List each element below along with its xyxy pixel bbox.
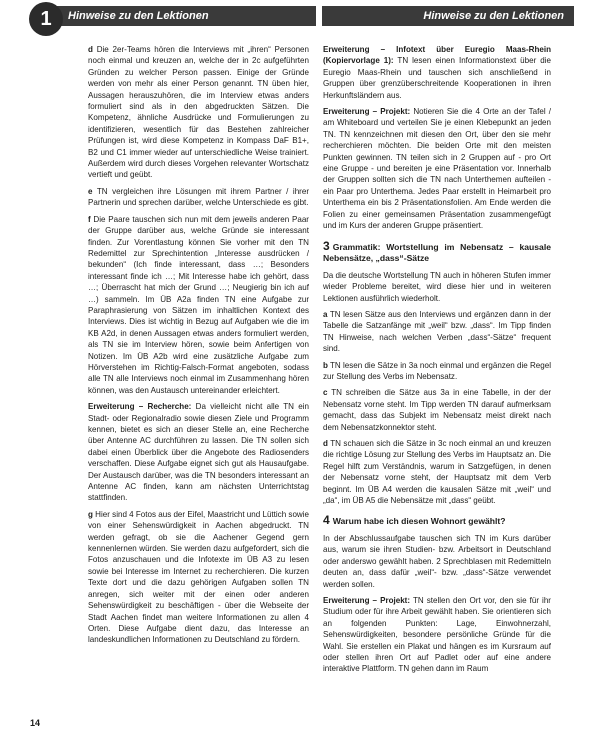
paragraph-text: Die 2er-Teams hören die Interviews mit „ihren“ Personen noch einmal und kreuzen an, welche der in 2c aufgeführten Gründen zu welcher Person passen. Einige der Gründe werden von mehr als einer Person genannt. TN üben hier, Aussagen herauszuhören, die im Interview etwas anders formuliert sind als in den abgedruckten Sätzen. Die Kompetenz, ähnliche Ausdrücke und Formulierungen zu identifizieren, wesentlich für das Bestehen zahlreicher Prüfungen ist, wird diese Kompetenz in Kompass DaF B1+, B2 und C1 immer wieder auf unterschiedliche Weise trainiert. Außerdem wird durch dieses Vorgehen relevanter Wortschatz vertieft und geübt. [88, 45, 309, 180]
paragraph-label: Erweiterung – Infotext über Euregio Maas-Rhein (Kopiervorlage 1): [323, 45, 551, 66]
paragraph-text: Die Paare tauschen sich nun mit dem jeweils anderen Paar der Gruppe darüber aus, welche Gründe sie interessant finden. Zur Vorentlastung können Sie vorher mit den TN Redemittel zur Sprechintention „Interesse ausdrücken / bekunden“ (Ich finde interessant, dass …; Besonders interessant finde ich …; Mit Interesse habe ich gehört, dass …; Überrascht hat mich der Grund …; Neugierig bin ich auf …) sammeln. Im ÜB A2a finden TN eine Aufgabe zur Paraphrasierung von Sätzen im inhaltlichen Kontext des Interviews. Dies ist wichtig in Bezug auf Aufgaben wie die im KB A2d, in denen Aussagen etwas anders formuliert werden, als TN sie im Interview hören, sowie beim Anfertigen von Notizen. Im ÜB A2b wird eine zusätzliche Aufgabe zum Hörverstehen im Richtig-Falsch-Format angeboten, sodass alle TN alle Interviews noch einmal im Zusammenhang hören können, was den Austausch untereinander erleichtert. [88, 214, 309, 395]
paragraph-3a [323, 309, 551, 355]
paragraph-label: b [323, 360, 328, 370]
paragraph-e [88, 186, 309, 209]
paragraph-label: d [88, 45, 93, 54]
paragraph-erweiterung-infotext [323, 44, 551, 101]
paragraph-erweiterung-projekt-1 [323, 106, 551, 231]
paragraph-3b [323, 360, 551, 383]
section-number: 3 [323, 238, 330, 253]
paragraph-label: g [88, 509, 93, 519]
section-title: Warum habe ich diesen Wohnort gewählt? [332, 516, 506, 527]
paragraph-f [88, 214, 309, 397]
paragraph-label: Erweiterung – Projekt: [323, 596, 411, 606]
paragraph-text: Notieren Sie die 4 Orte an der Tafel / am Whiteboard und verteilen Sie je einen Klebepunkt an jeden TN. TN kennzeichnen mit diesen den Ort, über den sie mehr recherchieren möchten. Die beiden Orte mit den meisten Punkten gewinnen. TN teilen sich in 2 Gruppen auf - pro Ort eine Gruppe - und bereiten je eine Präsentation vor. Innerhalb der Gruppen sollten sich die TN nach Unterthemen aufteilen - ein Paar pro Unterthema. Jedes Paar erstellt in Heimarbeit pro Unterthema ein bis 2 Präsentationsfolien. Am Ende werden die Folien zu einer gemeinsamen Präsentation zusammengefügt und im Kurs der anderen Gruppe präsentiert. [323, 107, 551, 231]
left-column [88, 44, 309, 734]
paragraph-label: Erweiterung – Projekt: [323, 107, 411, 117]
paragraph-text: TN lesen die Sätze in 3a noch einmal und ergänzen die Regel zur Stellung des Verbs im Nebensatz. [323, 360, 551, 381]
paragraph-label: c [323, 388, 328, 398]
section-4-intro: In der Abschlussaufgabe tauschen sich TN im Kurs darüber aus, warum sie ihren Studien- bzw. Arbeitsort in Deutschland oder anderswo gewählt haben. 2 Sprechblasen mit Redemitteln deuten an, dass dafür „weil“- bzw. „dass“-Sätze verwendet werden sollen. [323, 534, 551, 589]
paragraph-text: TN vergleichen ihre Lösungen mit ihrem Partner / ihrer Partnerin und sprechen darüber, welche Unterschiede es gibt. [88, 186, 309, 208]
paragraph-label: a [323, 309, 328, 319]
paragraph-text: Hier sind 4 Fotos aus der Eifel, Maastricht und Lüttich sowie von einer Sehenswürdigkeit in Aachen abgedruckt. TN werden gefragt, ob sie die Aachener Gegend gern kennenlernen würden. Sie werden dazu aufgefordert, sich die Fotos anzuschauen und die Infotexte im ÜB A3 zu lesen sowie bei Interesse im Internet zu recherchieren. Die kurzen Texte dort und die dazu gehörigen Aufgaben sollen TN anregen, sich weiter mit der einen oder anderen Sehenswürdigkeit zu beschäftigen - über die Webseite der Stadt Aachen findet man weitere Informationen zu allen 4 Orten. Diese Aufgabe dient dazu, das Interesse an landeskundlichen Informationen zu Deutschland zu fördern. [88, 509, 309, 645]
paragraph-g [88, 509, 309, 646]
section-3-intro: Da die deutsche Wortstellung TN auch in höheren Stufen immer wieder Probleme bereitet, wird diese hier und in weiteren Lektionen ausführlich wiederholt. [323, 270, 551, 303]
paragraph-label: Erweiterung – Recherche: [88, 402, 192, 412]
section-title: Grammatik: Wortstellung im Nebensatz – kausale Nebensätze, „dass“-Sätze [323, 241, 551, 264]
paragraph-label: e [88, 186, 93, 196]
paragraph-text: TN schreiben die Sätze aus 3a in eine Tabelle, in der der Nebensatz vorne steht. Im Tipp werden TN darauf aufmerksam gemacht, dass das Subjekt im Nebensatz meist direkt nach dem Nebensatzkonnektor steht. [323, 388, 551, 432]
section-heading-3 [323, 238, 551, 265]
paragraph-text: TN stellen den Ort vor, den sie für ihr Studium oder für ihre Arbeit gewählt haben. Sie orientieren sich an folgenden Punkten: Lage, Einwohnerzahl, Sehenswürdigkeiten, besondere persönliche Gründe für die Wahl. Sie erstellen ein Plakat und hängen es im Kursraum auf oder stellen ihren Ort auf Padlet oder auf eine andere interaktive Plattform. TN gehen dann im Raum [323, 596, 551, 674]
paragraph-text: Da vielleicht nicht alle TN ein Stadt- oder Regionalradio sowie diesen Ziele und Programm kennen, bietet es sich an dieser Stelle an, eine Recherche über Antenne AC durchführen zu lassen. Die TN sollen sich dabei einen Überblick über die Angebote des Radiosenders verschaffen. Diese Aufgabe eignet sich gut als Hausaufgabe. Der Austausch darüber, was die TN besonders interessant an Antenne AC finden, kann am nächsten Unterrichtstag stattfinden. [88, 402, 309, 503]
page-number: 14 [30, 718, 41, 728]
paragraph-erweiterung-projekt-2 [323, 595, 551, 675]
section-number: 4 [323, 513, 330, 528]
paragraph-3c [323, 387, 551, 433]
paragraph-erweiterung-recherche [88, 401, 309, 504]
paragraph-label: d [323, 438, 328, 448]
page-header [0, 0, 600, 32]
paragraph-3d [323, 438, 551, 506]
paragraph-text: TN lesen Sätze aus den Interviews und ergänzen dann in der Tabelle die Satzanfänge mit „weil“ bzw. „dass“. Im Tipp finden TN Hinweise, nach welchen Verben „dass“-Sätze“ frequent sind. [323, 309, 551, 354]
chapter-badge: 1 [29, 2, 63, 36]
paragraph-text: TN lesen einen Informationstext über die Euregio Maas-Rhein und tauschen sich anschließend in Gruppen über grenzüberschreitende Kooperationen in ihren Herkunftsländern aus. [323, 56, 551, 100]
paragraph-text: TN schauen sich die Sätze in 3c noch einmal an und kreuzen die richtige Lösung zur Stellung des Verbs im Hauptsatz an. Die Regel hilft zum Verständnis, warum in Satzgefügen, in denen der Nebensatz vorne steht, der Hauptsatz mit dem Verb beginnt. Im ÜB A4 werden die kausalen Sätze mit „weil“ und „da“, im ÜB A5 die Nebensätze mit „dass“ geübt. [323, 438, 551, 505]
header-title-right: Hinweise zu den Lektionen [322, 6, 574, 26]
paragraph-d [88, 44, 309, 181]
right-column [323, 44, 551, 734]
header-title-left: Hinweise zu den Lektionen [46, 6, 316, 26]
paragraph-label: f [88, 214, 91, 224]
section-heading-4 [323, 515, 551, 528]
